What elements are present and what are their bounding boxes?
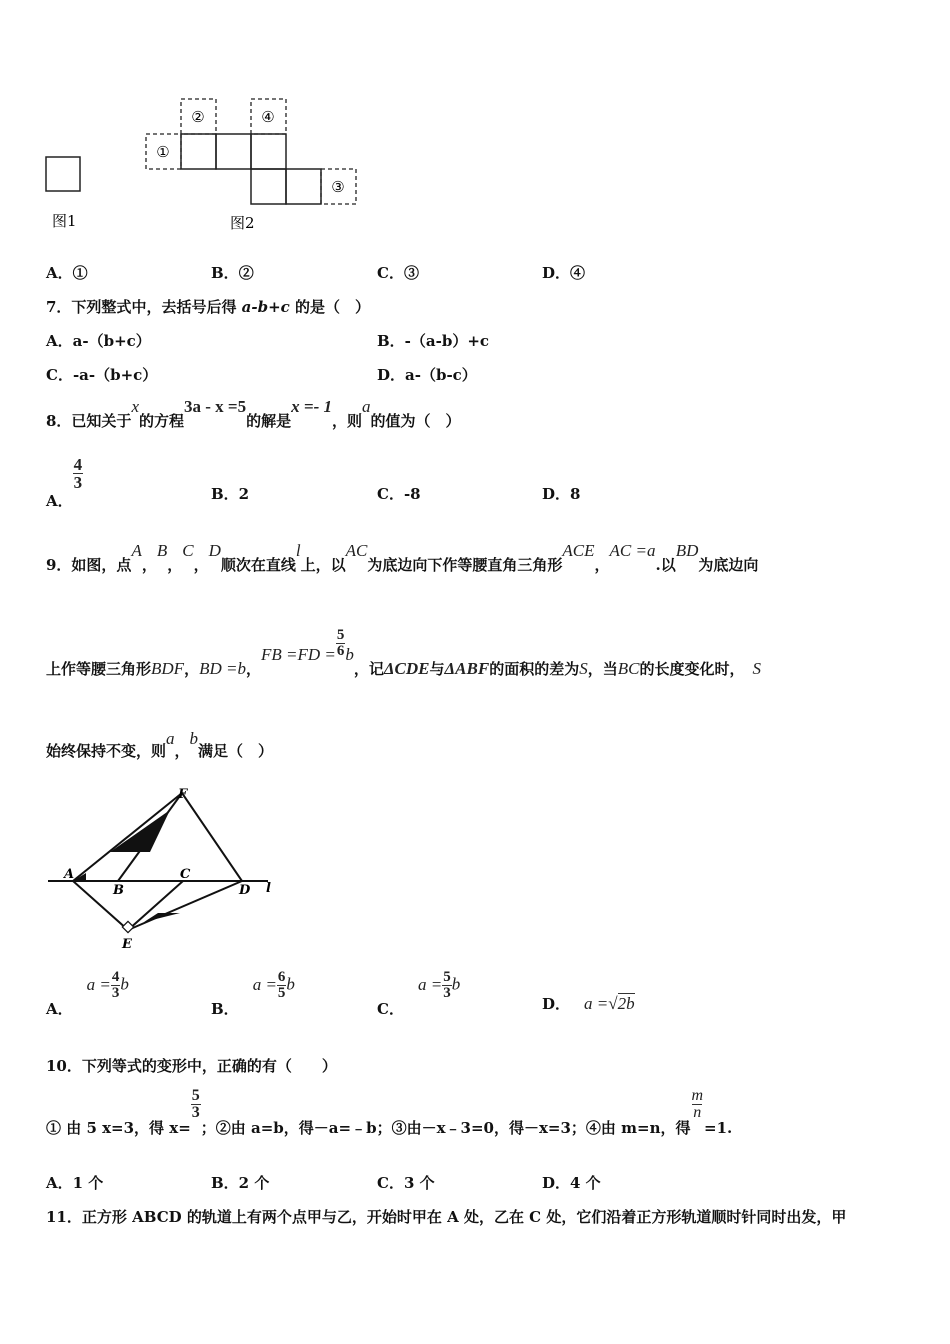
q10-option-b[interactable]: B．2 个	[211, 1174, 270, 1192]
net-square	[216, 134, 251, 169]
shaded-abf	[110, 810, 170, 852]
label-f: F	[178, 787, 188, 802]
q6-option-d[interactable]: D．④	[542, 264, 586, 282]
q7-stem: 7．下列整式中，去括号后得 a-b+c 的是（ ）	[46, 298, 371, 316]
q7-option-a[interactable]: A．a-（b+c）	[46, 332, 151, 350]
q10-statements: ① 由 5 x=3，得 x= $\frac{5}{3}$ ；②由 a=b，得－a=﹣b；③由－x﹣3=0，得－x=3；④由 m=n，得 $\frac{m}{n}$ =1.	[46, 1087, 733, 1137]
q9-option-c[interactable]: C．a = $\frac{5}{3}$ b	[377, 969, 461, 1018]
label-d: D	[239, 883, 251, 898]
q6-option-b[interactable]: B．②	[211, 264, 254, 282]
segment-de	[128, 881, 242, 930]
label-b: B	[113, 883, 124, 898]
q9-geometry-figure	[40, 780, 290, 960]
net-square	[286, 169, 321, 204]
label-c: C	[180, 867, 191, 882]
q10-option-c[interactable]: C．3 个	[377, 1174, 435, 1192]
q10-stem: 10．下列等式的变形中，正确的有（ ）	[46, 1057, 337, 1075]
label-a: A	[64, 867, 75, 882]
net-square	[251, 169, 286, 204]
sqrt-sign-icon: √	[608, 994, 618, 1013]
circled-label-4: ④	[261, 108, 275, 126]
q9-option-b[interactable]: B．a = $\frac{6}{5}$ b	[211, 969, 295, 1018]
net-square	[181, 134, 216, 169]
q8-option-d[interactable]: D．8	[542, 485, 581, 503]
q6-option-c[interactable]: C．③	[377, 264, 419, 282]
circled-label-1: ①	[156, 143, 170, 161]
q8-option-a[interactable]: A． $\frac{4}{3}$	[46, 455, 83, 510]
q7-option-d[interactable]: D．a-（b-c）	[377, 366, 477, 384]
q8-option-c[interactable]: C．-8	[377, 485, 421, 503]
cube-net-figure	[0, 0, 400, 240]
q10-option-a[interactable]: A．1 个	[46, 1174, 104, 1192]
q9-stem-line2: 上作等腰三角形BDF，BD =b，FB =FD = $\frac{5}{6}$ b，记ΔCDE与ΔABF的面积的差为S，当BC的长度变化时， S	[46, 627, 761, 678]
circled-label-3: ③	[331, 178, 345, 196]
net-square	[251, 134, 286, 169]
figure1-square	[46, 157, 80, 191]
q7-option-b[interactable]: B．-（a-b）+c	[377, 332, 490, 350]
q11-stem: 11．正方形 ABCD 的轨道上有两个点甲与乙，开始时甲在 A 处，乙在 C 处，它们沿着正方形轨道顺时针同时出发，甲	[46, 1208, 847, 1226]
q10-option-d[interactable]: D．4 个	[542, 1174, 601, 1192]
q7-option-c[interactable]: C．-a-（b+c）	[46, 366, 158, 384]
q9-stem-line3: 始终保持不变，则a，b满足（ ）	[46, 729, 274, 760]
label-e: E	[122, 937, 132, 952]
q6-option-a[interactable]: A．①	[46, 264, 88, 282]
q9-option-a[interactable]: A．a = $\frac{4}{3}$ b	[46, 969, 129, 1018]
figure2-caption: 图2	[230, 214, 255, 232]
q9-stem-line1: 9．如图，点A，B，C，D顺次在直线l上，以AC为底边向下作等腰直角三角形ACE，AC =a.以BD为底边向	[46, 541, 759, 574]
q8-option-b[interactable]: B．2	[211, 485, 250, 503]
circled-label-2: ②	[191, 108, 205, 126]
q8-stem: 8．已知关于x的方程3a - x =5的解是x =- 1，则a的值为（ ）	[46, 397, 461, 430]
right-angle-mark	[122, 921, 133, 932]
label-l: l	[266, 881, 271, 896]
q9-option-d[interactable]: D． a =√2b	[542, 994, 635, 1013]
figure1-caption: 图1	[52, 212, 77, 230]
